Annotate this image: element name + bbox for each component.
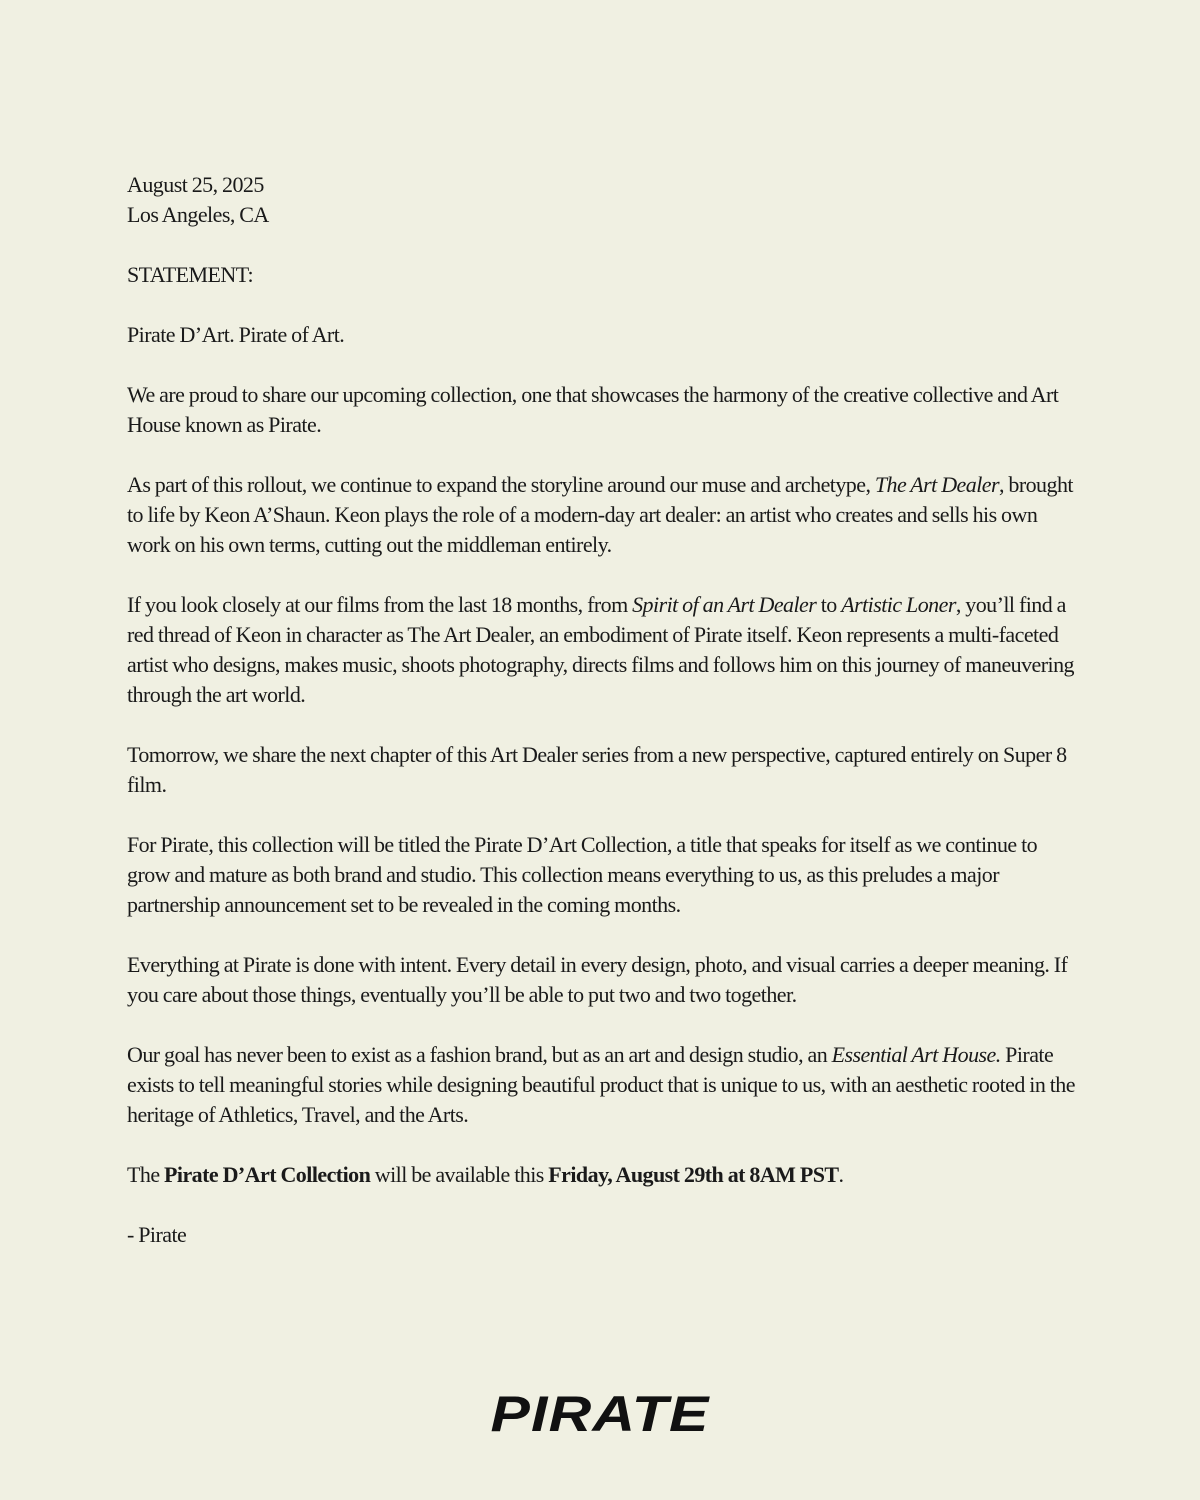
text-run: . — [838, 1162, 844, 1187]
text-run: , you’ll find a red thread of Keon in character as The Art Dealer, an embodiment of Pirate itself. Keon represents a multi-faceted artist who designs, makes music, shoots photography, directs films and follows him on this journey of maneuvering through the art world. — [127, 592, 1075, 707]
letter-location: Los Angeles, CA — [127, 202, 269, 227]
italic-title: Artistic Loner — [841, 592, 956, 617]
statement-label: STATEMENT: — [127, 262, 254, 287]
paragraph-art-dealer-storyline — [127, 470, 1077, 560]
italic-title: Essential Art House. — [831, 1042, 1001, 1067]
paragraph-goal — [127, 1040, 1077, 1130]
paragraph-collection-intro: We are proud to share our upcoming collection, one that showcases the harmony of the creative collective and Art House known as Pirate. — [127, 382, 1059, 437]
text-run: , brought to life by Keon A’Shaun. Keon plays the role of a modern-day art dealer: an artist who creates and sells his own work on his own terms, cutting out the middleman entirely. — [127, 472, 1073, 557]
text-run: Pirate exists to tell meaningful stories while designing beautiful product that is unique to us, with an aesthetic rooted in the heritage of Athletics, Travel, and the Arts. — [127, 1042, 1075, 1127]
paragraph-collection-title: For Pirate, this collection will be titled the Pirate D’Art Collection, a title that speaks for itself as we continue to grow and mature as both brand and studio. This collection means everything to us, as this preludes a major partnership announcement set to be revealed in the coming months. — [127, 832, 1038, 917]
paragraph-intent: Everything at Pirate is done with intent. Every detail in every design, photo, and visual carries a deeper meaning. If you care about those things, eventually you’ll be able to put two and two together. — [127, 952, 1068, 1007]
pirate-logo: PIRATE — [490, 1386, 710, 1442]
tagline: Pirate D’Art. Pirate of Art. — [127, 322, 345, 347]
italic-title: Spirit of an Art Dealer — [632, 592, 817, 617]
paragraph-next-chapter: Tomorrow, we share the next chapter of this Art Dealer series from a new perspective, captured entirely on Super 8 film. — [127, 742, 1067, 797]
signature: - Pirate — [127, 1222, 187, 1247]
text-run: to — [816, 592, 842, 617]
letter-date: August 25, 2025 — [127, 172, 264, 197]
text-run: Our goal has never been to exist as a fashion brand, but as an art and design studio, an — [127, 1042, 832, 1067]
text-run: will be available this — [370, 1162, 549, 1187]
paragraph-films — [127, 590, 1077, 710]
collection-name: Pirate D’Art Collection — [164, 1162, 371, 1187]
text-run: As part of this rollout, we continue to expand the storyline around our muse and archetype, — [127, 472, 875, 497]
text-run: The — [127, 1162, 165, 1187]
letter-header — [127, 170, 1077, 230]
paragraph-release — [127, 1160, 1077, 1190]
text-run: If you look closely at our films from the last 18 months, from — [127, 592, 633, 617]
statement-letter — [127, 170, 1077, 1280]
italic-title: The Art Dealer — [874, 472, 999, 497]
release-date: Friday, August 29th at 8AM PST — [548, 1162, 839, 1187]
